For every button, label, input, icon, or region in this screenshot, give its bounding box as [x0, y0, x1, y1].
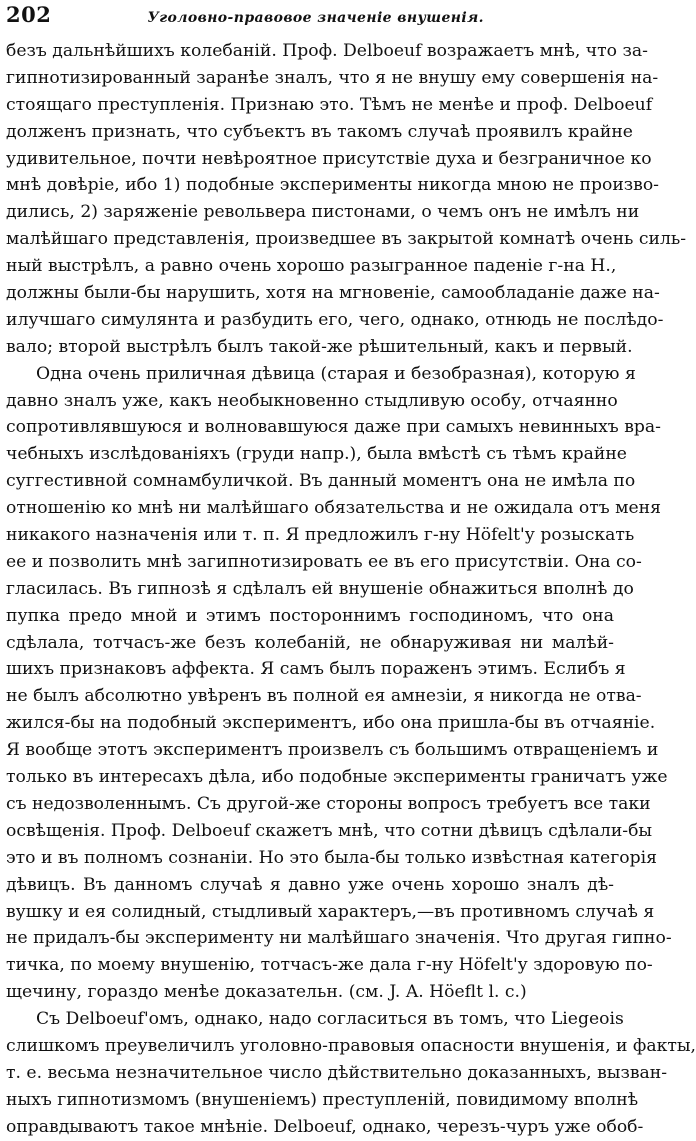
- text-line: вушку и ея солидный, стыдливый характеръ,—въ противномъ случаѣ я: [6, 901, 655, 922]
- text-line: оправдываютъ такое мнѣніе. Delboeuf, однако, черезъ-чуръ уже обоб-: [6, 1116, 644, 1137]
- text-line: не былъ абсолютно увѣренъ въ полной ея амнезіи, я никогда не отва-: [6, 686, 642, 707]
- running-title: Уголовно-правовое значеніе внушенія.: [147, 10, 484, 26]
- text-line: это и въ полномъ сознаніи. Но это была-бы только извѣстная категорія: [6, 847, 657, 868]
- text-line: жился-бы на подобный экспериментъ, ибо она пришла-бы въ отчаяніе.: [6, 713, 656, 734]
- text-line: дѣвицъ. Въ данномъ случаѣ я давно уже очень хорошо зналъ дѣ-: [6, 874, 614, 895]
- text-line: съ недозволеннымъ. Съ другой-же стороны вопросъ требуетъ все таки: [6, 793, 651, 814]
- text-line: Я вообще этотъ экспериментъ произвелъ съ большимъ отвращеніемъ и: [6, 740, 659, 761]
- text-line: ный выстрѣлъ, а равно очень хорошо разыгранное паденіе г-на H.,: [6, 256, 617, 277]
- text-line: ее и позволить мнѣ загипнотизировать ее въ его присутствіи. Она со-: [6, 551, 642, 572]
- text-line: пупка предо мной и этимъ постороннимъ господиномъ, что она: [6, 605, 614, 626]
- text-line: не придалъ-бы эксперименту ни малѣйшаго значенія. Что другая гипно-: [6, 928, 672, 949]
- text-line: Съ Delboeuf'омъ, однако, надо согласиться въ томъ, что Liegeois: [36, 1009, 624, 1030]
- text-line: только въ интересахъ дѣла, ибо подобные эксперименты граничатъ уже: [6, 767, 668, 788]
- text-line: суггестивной сомнамбуличкой. Въ данный моментъ она не имѣла по: [6, 471, 636, 492]
- text-line: дились, 2) заряженіе револьвера пистонами, о чемъ онъ не имѣлъ ни: [6, 202, 640, 223]
- text-line: удивительное, почти невѣроятное присутствіе духа и безграничное ко: [6, 148, 652, 169]
- text-line: давно зналъ уже, какъ необыкновенно стыдливую особу, отчаянно: [6, 390, 618, 411]
- text-line: чебныхъ изслѣдованіяхъ (груди напр.), была вмѣстѣ съ тѣмъ крайне: [6, 444, 627, 465]
- text-line: мнѣ довѣріе, ибо 1) подобные эксперименты никогда мною не произво-: [6, 175, 659, 196]
- text-line: щечину, гораздо менѣе доказательн. (см. J. A. Höeflt l. c.): [6, 982, 527, 1003]
- text-line: вало; второй выстрѣлъ былъ такой-же рѣшительный, какъ и первый.: [6, 336, 633, 357]
- text-line: малѣйшаго представленія, произведшее въ закрытой комнатѣ очень силь-: [6, 229, 687, 250]
- text-line: гласилась. Въ гипнозѣ я сдѣлалъ ей внушеніе обнажиться вполнѣ до: [6, 578, 634, 599]
- text-line: безъ дальнѣйшихъ колебаній. Проф. Delboeuf возражаетъ мнѣ, что за-: [6, 41, 648, 61]
- text-line: должны были-бы нарушить, хотя на мгновеніе, самообладаніе даже на-: [6, 283, 660, 304]
- text-line: сдѣлала, тотчасъ-же безъ колебаній, не обнаруживая ни малѣй-: [6, 632, 614, 653]
- text-line: ныхъ гипнотизмомъ (внушеніемъ) преступленій, повидимому вполнѣ: [6, 1089, 639, 1110]
- text-line: освѣщенія. Проф. Delboeuf скажетъ мнѣ, что сотни дѣвицъ сдѣлали-бы: [6, 820, 653, 841]
- text-line: т. е. весьма незначительное число дѣйствительно доказанныхъ, вызван-: [6, 1062, 668, 1083]
- text-line: гипнотизированный заранѣе зналъ, что я не внушу ему совершенія на-: [6, 67, 659, 88]
- page-number: 202: [6, 2, 52, 27]
- text-line: никакого назначенія или т. п. Я предложилъ г-ну Höfelt'у розыскать: [6, 525, 635, 546]
- text-line: сопротивлявшуюся и волновавшуюся даже при самыхъ невинныхъ вра-: [6, 417, 661, 438]
- text-line: стоящаго преступленія. Признаю это. Тѣмъ не менѣе и проф. Delboeuf: [6, 94, 653, 115]
- text-line: отношенію ко мнѣ ни малѣйшаго обязательства и не ожидала отъ меня: [6, 498, 661, 519]
- text-line: Одна очень приличная дѣвица (старая и безобразная), которую я: [36, 363, 636, 384]
- text-line: долженъ признать, что субъектъ въ такомъ случаѣ проявилъ крайне: [6, 121, 633, 142]
- page-header: [6, 2, 610, 32]
- text-line: илучшаго симулянта и разбудить его, чего, однако, отнюдь не послѣдо-: [6, 309, 664, 330]
- text-line: шихъ признаковъ аффекта. Я самъ былъ пораженъ этимъ. Еслибъ я: [6, 659, 626, 680]
- body-text: [6, 38, 696, 1141]
- text-line: тичка, по моему внушенію, тотчасъ-же дала г-ну Höfelt'у здоровую по-: [6, 955, 653, 976]
- text-line: слишкомъ преувеличилъ уголовно-правовыя опасности внушенія, и факты,: [6, 1035, 696, 1056]
